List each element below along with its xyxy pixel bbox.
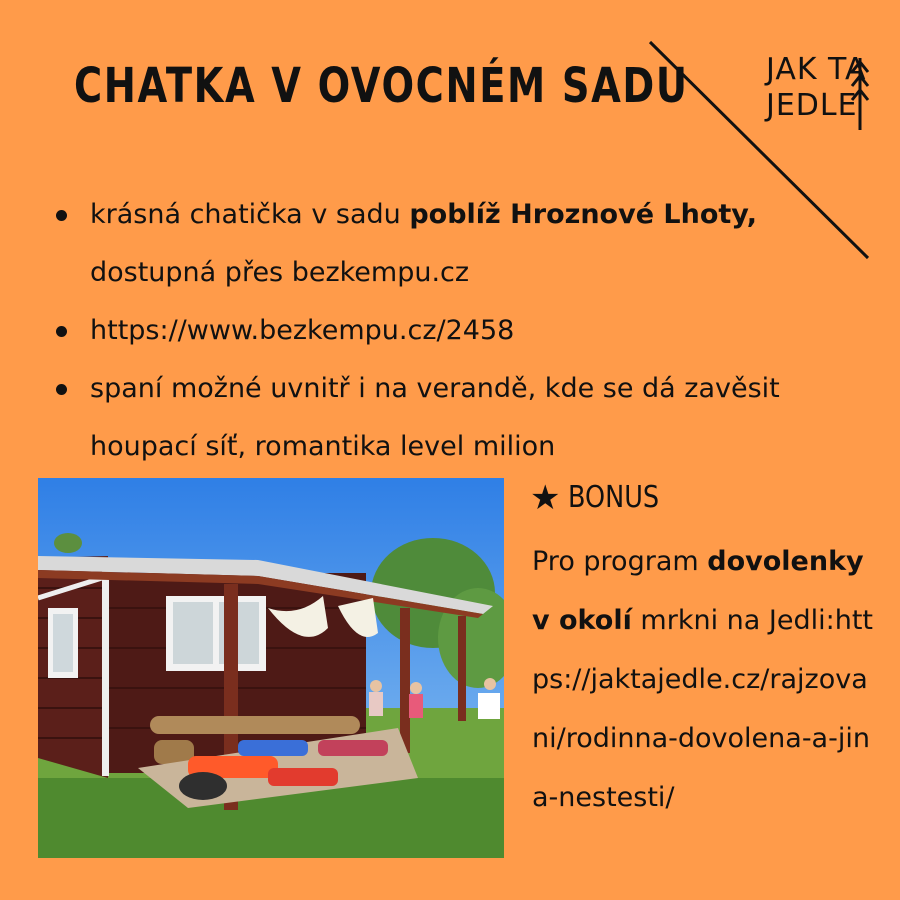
page-title: CHATKA V OVOCNÉM SADU (74, 58, 689, 114)
list-item-bold: poblíž Hroznové Lhoty, (409, 199, 758, 230)
bonus-text-start: Pro program (532, 546, 708, 577)
list-item-link[interactable]: https://www.bezkempu.cz/2458 (90, 315, 515, 346)
list-item (48, 360, 848, 476)
bullet-icon (56, 326, 67, 337)
list-item (48, 186, 848, 302)
list-item (48, 302, 848, 360)
bonus-heading (530, 477, 676, 518)
logo-line-1: JAK TA (766, 52, 867, 87)
logo-line-2: JEDLE (766, 88, 858, 123)
tree-icon (850, 56, 870, 132)
star-icon: ★ (530, 477, 561, 518)
bonus-text (532, 532, 877, 827)
bullet-icon (56, 384, 67, 395)
bonus-text-link[interactable]: mrkni na Jedli:https://jaktajedle.cz/rajzovani/rodinna-dovolena-a-jina-nestesti/ (532, 605, 873, 813)
bonus-label: BONUS (568, 480, 660, 515)
list-item-text: spaní možné uvnitř i na verandě, kde se dá zavěsit houpací síť, romantika level milion (90, 373, 780, 462)
feature-list (48, 186, 848, 476)
bullet-icon (56, 210, 67, 221)
list-item-text: krásná chatička v sadu (90, 199, 410, 230)
cabin-photo (38, 478, 504, 858)
bonus-text-bold: dovolenky v okolí (532, 546, 864, 636)
list-item-text-end: dostupná přes bezkempu.cz (90, 257, 470, 288)
